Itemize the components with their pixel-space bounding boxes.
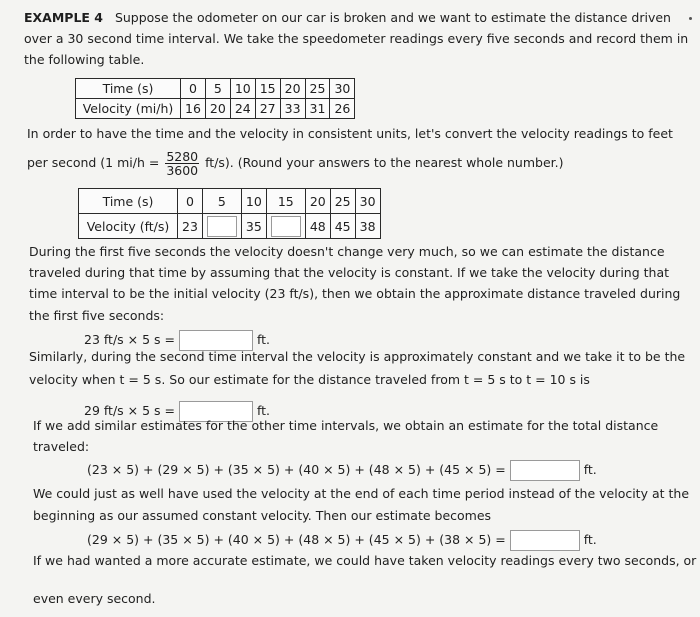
table-cell: 25 <box>305 79 330 99</box>
table-row <box>79 189 381 214</box>
table-cell: 33 <box>280 99 305 119</box>
end-velocity-equation: (29 × 5) + (35 × 5) + (40 × 5) + (48 × 5) + (45 × 5) + (38 × 5) = <box>87 532 506 547</box>
answer-input-total-right[interactable] <box>510 530 580 551</box>
row-label-time: Time (s) <box>79 189 178 214</box>
speedometer-table-mph <box>75 78 355 119</box>
table-row <box>76 79 355 99</box>
table-cell: 35 <box>241 214 266 239</box>
example-intro-line1 <box>24 10 671 25</box>
table-cell: 31 <box>305 99 330 119</box>
unit-label: ft. <box>583 462 597 477</box>
first-five-text-3: time interval to be the initial velocity (23 ft/s), then we obtain the approximate distance traveled during <box>29 286 681 301</box>
closing-text-1: If we had wanted a more accurate estimate, we could have taken velocity readings every two seconds, or <box>33 553 697 568</box>
answer-input-total-left[interactable] <box>510 460 580 481</box>
example-text-3: the following table. <box>24 52 145 67</box>
fraction-denominator: 3600 <box>166 163 199 178</box>
answer-input-first-five[interactable] <box>179 330 253 351</box>
table-cell: 48 <box>305 214 330 239</box>
table-cell: 0 <box>181 79 206 99</box>
table-cell: 30 <box>330 79 355 99</box>
second-interval-equation: 29 ft/s × 5 s = <box>84 403 175 418</box>
total-text-2: traveled: <box>33 439 90 454</box>
answer-input-velocity-15s[interactable] <box>271 216 301 237</box>
end-velocity-text-1: We could just as well have used the velocity at the end of each time period instead of the velocity at the <box>33 486 690 501</box>
total-text-1: If we add similar estimates for the other time intervals, we obtain an estimate for the total distance <box>33 418 659 433</box>
velocity-table-fts <box>78 188 381 239</box>
stray-dot <box>689 17 692 20</box>
table-cell: 15 <box>255 79 280 99</box>
table-cell: 30 <box>355 189 380 214</box>
table-cell: 5 <box>202 189 241 214</box>
first-five-text-4: the first five seconds: <box>29 308 165 323</box>
row-label-velocity: Velocity (mi/h) <box>76 99 181 119</box>
second-interval-text-2: velocity when t = 5 s. So our estimate for the distance traveled from t = 5 s to t = 10 s is <box>29 372 590 387</box>
total-equation-line <box>87 460 597 481</box>
unit-label: ft. <box>583 532 597 547</box>
first-five-equation-line <box>84 330 270 351</box>
table-cell: 10 <box>241 189 266 214</box>
table-row <box>76 99 355 119</box>
table-cell: 15 <box>266 189 305 214</box>
conversion-fraction <box>165 150 199 177</box>
end-velocity-text-2: beginning as our assumed constant velocity. Then our estimate becomes <box>33 508 492 523</box>
first-five-text-2: traveled during that time by assuming that the velocity is constant. If we take the velocity during that <box>29 265 670 280</box>
table-cell: 0 <box>178 189 203 214</box>
conversion-text-1: In order to have the time and the velocity in consistent units, let's convert the velocity readings to feet <box>27 126 673 141</box>
table-cell: 25 <box>330 189 355 214</box>
table-cell: 23 <box>178 214 203 239</box>
answer-cell-velocity-15s <box>266 214 305 239</box>
row-label-time: Time (s) <box>76 79 181 99</box>
table-cell: 24 <box>230 99 255 119</box>
unit-label: ft. <box>256 332 271 347</box>
table-cell: 38 <box>355 214 380 239</box>
example-heading: EXAMPLE 4 <box>24 10 104 25</box>
table-cell: 10 <box>230 79 255 99</box>
total-equation: (23 × 5) + (29 × 5) + (35 × 5) + (40 × 5) + (48 × 5) + (45 × 5) = <box>87 462 506 477</box>
table-cell: 5 <box>205 79 230 99</box>
table-cell: 20 <box>205 99 230 119</box>
table-row <box>79 214 381 239</box>
first-five-text-1: During the first five seconds the velocity doesn't change very much, so we can estimate the distance <box>29 244 665 259</box>
first-five-equation: 23 ft/s × 5 s = <box>84 332 175 347</box>
table-cell: 16 <box>181 99 206 119</box>
table-cell: 26 <box>330 99 355 119</box>
conversion-prefix: per second (1 mi/h = <box>27 155 160 170</box>
conversion-line-2 <box>27 150 564 177</box>
unit-label: ft. <box>256 403 271 418</box>
table-cell: 27 <box>255 99 280 119</box>
fraction-numerator: 5280 <box>166 149 199 164</box>
example-text-2: over a 30 second time interval. We take the speedometer readings every five seconds and record them in <box>24 31 689 46</box>
row-label-velocity: Velocity (ft/s) <box>79 214 178 239</box>
answer-cell-velocity-5s <box>202 214 241 239</box>
table-cell: 20 <box>305 189 330 214</box>
conversion-suffix: ft/s). (Round your answers to the nearest whole number.) <box>205 155 564 170</box>
table-cell: 20 <box>280 79 305 99</box>
example-text-1: Suppose the odometer on our car is broken and we want to estimate the distance driven <box>114 10 671 25</box>
second-interval-text-1: Similarly, during the second time interval the velocity is approximately constant and we take it to be the <box>29 349 686 364</box>
table-cell: 45 <box>330 214 355 239</box>
closing-text-2: even every second. <box>33 591 156 606</box>
answer-input-velocity-5s[interactable] <box>207 216 237 237</box>
end-velocity-equation-line <box>87 530 597 551</box>
